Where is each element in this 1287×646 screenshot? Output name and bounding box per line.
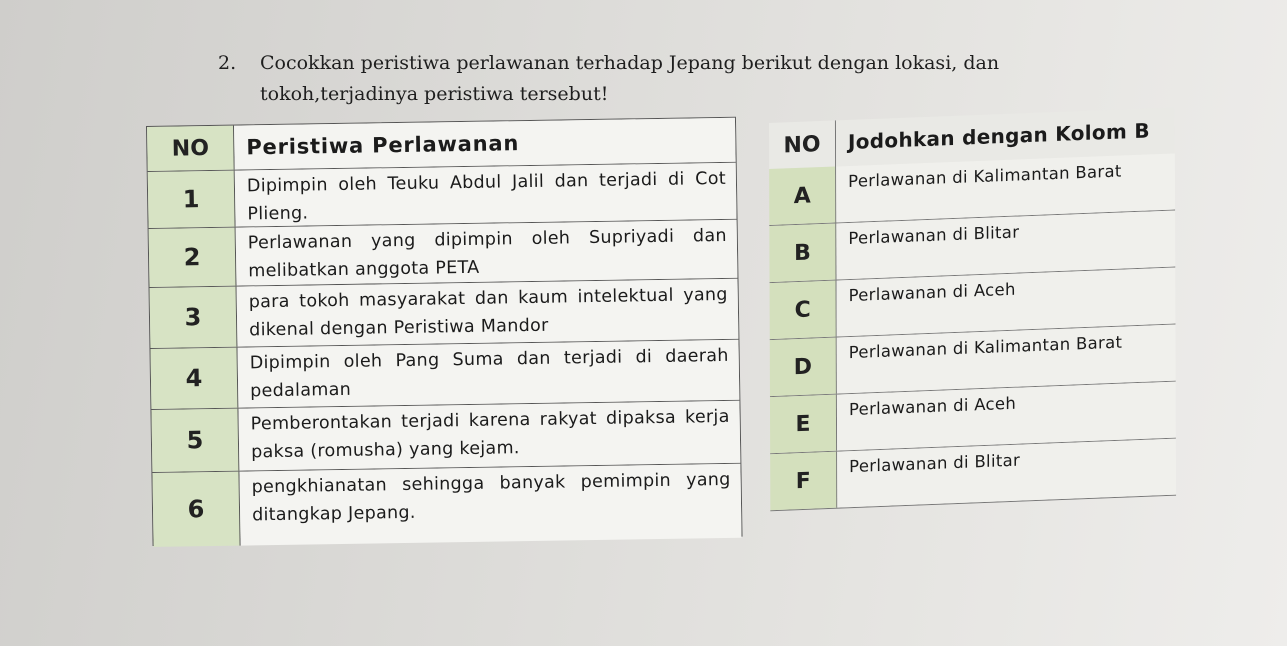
row-event: Perlawanan yang dipimpin oleh Supriyadi dan melibatkan anggota PETA xyxy=(236,220,738,286)
events-table xyxy=(146,117,743,546)
row-match: Perlawanan di Kalimantan Barat xyxy=(837,325,1176,394)
row-event: pengkhianatan sehingga banyak pemimpin yang ditangkap Jepang. xyxy=(239,464,741,546)
table-row xyxy=(151,401,740,473)
row-letter: B xyxy=(769,223,836,282)
row-letter: D xyxy=(770,338,837,397)
table-row xyxy=(148,163,737,229)
row-number: 1 xyxy=(148,171,236,228)
row-letter: F xyxy=(770,452,837,511)
row-event: Dipimpin oleh Pang Suma dan terjadi di daerah pedalaman xyxy=(237,340,739,408)
row-match: Perlawanan di Kalimantan Barat xyxy=(836,153,1175,222)
row-match: Perlawanan di Aceh xyxy=(837,382,1176,451)
row-event: para tokoh masyarakat dan kaum intelektual yang dikenal dengan Peristiwa Mandor xyxy=(237,279,739,347)
row-match: Perlawanan di Blitar xyxy=(836,210,1175,279)
question-number: 2. xyxy=(218,52,237,74)
table-row xyxy=(150,279,739,349)
question-line-1: Cocokkan peristiwa perlawanan terhadap Jepang berikut dengan lokasi, dan xyxy=(260,52,1000,74)
row-letter: A xyxy=(769,166,836,225)
question-line-2: tokoh,terjadinya peristiwa tersebut! xyxy=(260,83,609,105)
row-match: Perlawanan di Blitar xyxy=(837,439,1176,508)
row-number: 5 xyxy=(151,409,239,472)
table-row xyxy=(152,464,741,547)
row-event: Dipimpin oleh Teuku Abdul Jalil dan terjadi di Cot Plieng. xyxy=(235,163,737,227)
table-row xyxy=(149,220,738,288)
row-letter: C xyxy=(770,281,837,340)
row-number: 2 xyxy=(149,228,237,287)
table-row xyxy=(151,340,740,410)
row-match: Perlawanan di Aceh xyxy=(837,268,1176,337)
row-number: 6 xyxy=(152,472,240,547)
header-no: NO xyxy=(147,126,235,171)
header-match: Jodohkan dengan Kolom B xyxy=(836,107,1175,166)
header-no: NO xyxy=(769,120,836,169)
row-letter: E xyxy=(770,395,837,454)
header-event: Peristiwa Perlawanan xyxy=(234,118,736,170)
row-event: Pemberontakan terjadi karena rakyat dipaksa kerja paksa (romusha) yang kejam. xyxy=(238,401,740,471)
row-number: 3 xyxy=(150,287,238,348)
row-number: 4 xyxy=(151,348,239,409)
matching-table xyxy=(769,107,1176,511)
question-text xyxy=(218,48,1058,110)
